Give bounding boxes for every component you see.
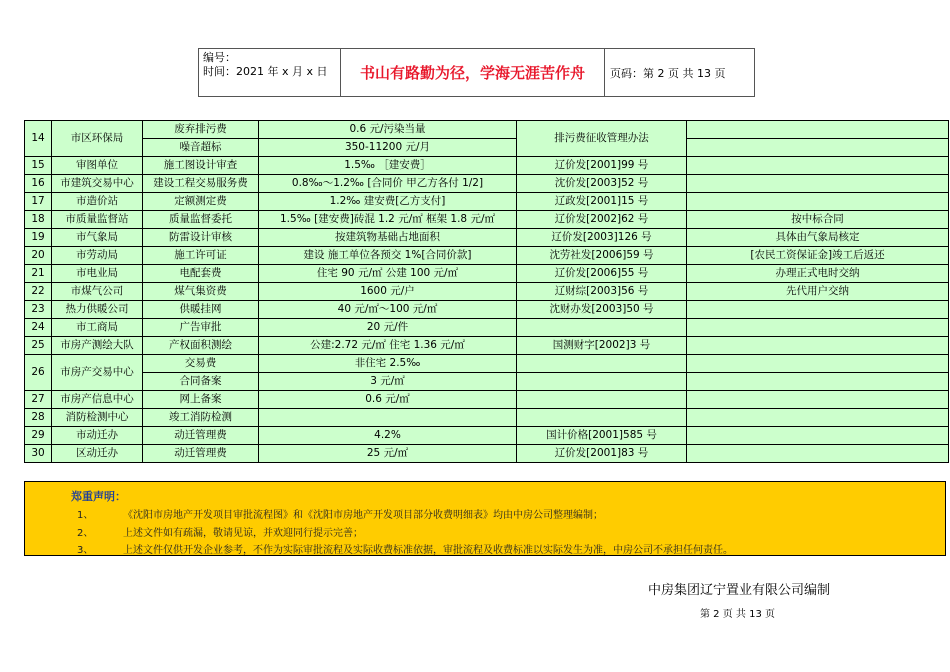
row-item: 施工图设计审查 bbox=[143, 157, 259, 175]
header-meta bbox=[199, 49, 341, 96]
row-note bbox=[687, 409, 949, 427]
row-standard: 1600 元/户 bbox=[259, 283, 517, 301]
row-org: 市房产信息中心 bbox=[52, 391, 143, 409]
footer-company: 中房集团辽宁置业有限公司编制 bbox=[648, 583, 831, 598]
row-item: 交易费 bbox=[143, 355, 259, 373]
row-basis: 排污费征收管理办法 bbox=[517, 121, 687, 157]
row-standard bbox=[259, 409, 517, 427]
row-note bbox=[687, 139, 949, 157]
row-no: 25 bbox=[25, 337, 52, 355]
row-standard: 40 元/㎡～100 元/㎡ bbox=[259, 301, 517, 319]
row-item: 施工许可证 bbox=[143, 247, 259, 265]
table-row bbox=[25, 373, 949, 391]
row-basis bbox=[517, 373, 687, 391]
row-note bbox=[687, 121, 949, 139]
table-row bbox=[25, 265, 949, 283]
row-org: 市气象局 bbox=[52, 229, 143, 247]
row-org: 市区环保局 bbox=[52, 121, 143, 157]
disclaimer-num: 2、 bbox=[77, 528, 94, 539]
disclaimer-line bbox=[77, 541, 733, 556]
row-item: 煤气集资费 bbox=[143, 283, 259, 301]
row-standard: 公建:2.72 元/㎡ 住宅 1.36 元/㎡ bbox=[259, 337, 517, 355]
table-row bbox=[25, 211, 949, 229]
row-org: 市电业局 bbox=[52, 265, 143, 283]
row-no: 15 bbox=[25, 157, 52, 175]
row-no: 23 bbox=[25, 301, 52, 319]
row-org: 消防检测中心 bbox=[52, 409, 143, 427]
row-standard: 25 元/㎡ bbox=[259, 445, 517, 463]
row-note bbox=[687, 373, 949, 391]
row-basis: 国测财字[2002]3 号 bbox=[517, 337, 687, 355]
table-row bbox=[25, 427, 949, 445]
row-no: 21 bbox=[25, 265, 52, 283]
row-no: 18 bbox=[25, 211, 52, 229]
row-note bbox=[687, 445, 949, 463]
row-org: 市造价站 bbox=[52, 193, 143, 211]
row-note bbox=[687, 427, 949, 445]
row-standard: 20 元/件 bbox=[259, 319, 517, 337]
row-note bbox=[687, 301, 949, 319]
row-no: 27 bbox=[25, 391, 52, 409]
row-basis bbox=[517, 409, 687, 427]
disclaimer-text: 上述文件仅供开发企业参考，不作为实际审批流程及实际收费标准依据，审批流程及收费标准以实际发生为准，中房公司不承担任何责任。 bbox=[123, 545, 733, 556]
row-basis: 沈价发[2003]52 号 bbox=[517, 175, 687, 193]
row-standard: 住宅 90 元/㎡ 公建 100 元/㎡ bbox=[259, 265, 517, 283]
table-row bbox=[25, 139, 949, 157]
row-org: 市房产交易中心 bbox=[52, 355, 143, 391]
disclaimer-line bbox=[77, 506, 603, 521]
row-org: 市建筑交易中心 bbox=[52, 175, 143, 193]
row-standard: 建设 施工单位各预交 1%[合同价款] bbox=[259, 247, 517, 265]
row-basis: 辽价发[2006]55 号 bbox=[517, 265, 687, 283]
row-note: [农民工资保证金]竣工后返还 bbox=[687, 247, 949, 265]
row-org: 市动迁办 bbox=[52, 427, 143, 445]
row-standard: 0.6 元/㎡ bbox=[259, 391, 517, 409]
row-standard: 1.2‰ 建安费[乙方支付] bbox=[259, 193, 517, 211]
row-no: 19 bbox=[25, 229, 52, 247]
row-org: 市房产测绘大队 bbox=[52, 337, 143, 355]
row-basis: 辽价发[2003]126 号 bbox=[517, 229, 687, 247]
row-item: 广告审批 bbox=[143, 319, 259, 337]
disclaimer-text: 《沈阳市房地产开发项目审批流程图》和《沈阳市房地产开发项目部分收费明细表》均由中房公司整理编制； bbox=[123, 510, 603, 521]
row-item: 动迁管理费 bbox=[143, 445, 259, 463]
table-row bbox=[25, 337, 949, 355]
date-label: 时间：2021 年 x 月 x 日 bbox=[203, 65, 328, 78]
disclaimer-num: 1、 bbox=[77, 510, 94, 521]
row-no: 28 bbox=[25, 409, 52, 427]
row-basis: 辽价发[2001]99 号 bbox=[517, 157, 687, 175]
table-row bbox=[25, 175, 949, 193]
motto: 书山有路勤为径，学海无涯苦作舟 bbox=[341, 49, 605, 96]
disclaimer-line bbox=[77, 524, 363, 539]
row-basis bbox=[517, 391, 687, 409]
table-row bbox=[25, 409, 949, 427]
row-basis bbox=[517, 355, 687, 373]
page-label: 页码：第 2 页 共 13 页 bbox=[610, 66, 726, 80]
row-item: 产权面积测绘 bbox=[143, 337, 259, 355]
row-note bbox=[687, 391, 949, 409]
row-note: 具体由气象局核定 bbox=[687, 229, 949, 247]
row-org: 热力供暖公司 bbox=[52, 301, 143, 319]
row-no: 17 bbox=[25, 193, 52, 211]
row-basis: 辽价发[2001]83 号 bbox=[517, 445, 687, 463]
disclaimer-box bbox=[24, 481, 946, 556]
row-standard: 1.5‰ [建安费]砖混 1.2 元/㎡ 框架 1.8 元/㎡ bbox=[259, 211, 517, 229]
row-basis: 国计价格[2001]585 号 bbox=[517, 427, 687, 445]
row-org: 市质量监督站 bbox=[52, 211, 143, 229]
table-row bbox=[25, 391, 949, 409]
row-no: 20 bbox=[25, 247, 52, 265]
row-item: 合同备案 bbox=[143, 373, 259, 391]
row-no: 16 bbox=[25, 175, 52, 193]
row-no: 30 bbox=[25, 445, 52, 463]
row-org: 区动迁办 bbox=[52, 445, 143, 463]
row-standard: 350-11200 元/月 bbox=[259, 139, 517, 157]
fee-table bbox=[24, 120, 949, 463]
row-item: 定额测定费 bbox=[143, 193, 259, 211]
row-standard: 1.5‰ ［建安费］ bbox=[259, 157, 517, 175]
row-note: 办理正式电时交纳 bbox=[687, 265, 949, 283]
row-basis: 沈财办发[2003]50 号 bbox=[517, 301, 687, 319]
row-org: 市煤气公司 bbox=[52, 283, 143, 301]
row-item: 竣工消防检测 bbox=[143, 409, 259, 427]
row-no: 24 bbox=[25, 319, 52, 337]
row-item: 供暖挂网 bbox=[143, 301, 259, 319]
row-standard: 0.6 元/污染当量 bbox=[259, 121, 517, 139]
row-item: 电配套费 bbox=[143, 265, 259, 283]
table-row bbox=[25, 229, 949, 247]
row-no: 29 bbox=[25, 427, 52, 445]
row-item: 动迁管理费 bbox=[143, 427, 259, 445]
table-row bbox=[25, 193, 949, 211]
disclaimer-title: 郑重声明： bbox=[71, 490, 126, 503]
row-note bbox=[687, 319, 949, 337]
table-row bbox=[25, 355, 949, 373]
table-row bbox=[25, 283, 949, 301]
row-basis: 沈劳社发[2006]59 号 bbox=[517, 247, 687, 265]
row-no: 14 bbox=[25, 121, 52, 157]
row-note bbox=[687, 355, 949, 373]
row-basis: 辽政发[2001]15 号 bbox=[517, 193, 687, 211]
page-header bbox=[198, 48, 755, 97]
row-basis bbox=[517, 319, 687, 337]
row-note: 按中标合同 bbox=[687, 211, 949, 229]
row-standard: 非住宅 2.5‰ bbox=[259, 355, 517, 373]
table-row bbox=[25, 121, 949, 139]
row-standard: 4.2% bbox=[259, 427, 517, 445]
row-basis: 辽价发[2002]62 号 bbox=[517, 211, 687, 229]
table-row bbox=[25, 319, 949, 337]
row-item: 噪音超标 bbox=[143, 139, 259, 157]
row-standard: 3 元/㎡ bbox=[259, 373, 517, 391]
row-no: 26 bbox=[25, 355, 52, 391]
row-note bbox=[687, 337, 949, 355]
row-note bbox=[687, 193, 949, 211]
disclaimer-text: 上述文件如有疏漏，敬请见谅，并欢迎同行提示完善； bbox=[123, 528, 363, 539]
row-item: 建设工程交易服务费 bbox=[143, 175, 259, 193]
row-note: 先代用户交纳 bbox=[687, 283, 949, 301]
row-item: 防雷设计审核 bbox=[143, 229, 259, 247]
row-org: 审图单位 bbox=[52, 157, 143, 175]
table-row bbox=[25, 247, 949, 265]
table-row bbox=[25, 301, 949, 319]
row-note bbox=[687, 175, 949, 193]
serial-label: 编号： bbox=[203, 51, 236, 64]
row-no: 22 bbox=[25, 283, 52, 301]
row-standard: 按建筑物基础占地面积 bbox=[259, 229, 517, 247]
footer-page-number: 第 2 页 共 13 页 bbox=[700, 609, 775, 620]
table-row bbox=[25, 445, 949, 463]
row-item: 废弃排污费 bbox=[143, 121, 259, 139]
row-basis: 辽财综[2003]56 号 bbox=[517, 283, 687, 301]
row-org: 市劳动局 bbox=[52, 247, 143, 265]
disclaimer-num: 3、 bbox=[77, 545, 94, 556]
row-org: 市工商局 bbox=[52, 319, 143, 337]
row-item: 质量监督委托 bbox=[143, 211, 259, 229]
row-note bbox=[687, 157, 949, 175]
table-row bbox=[25, 157, 949, 175]
row-standard: 0.8‰～1.2‰ [合同价 甲乙方各付 1/2] bbox=[259, 175, 517, 193]
row-item: 网上备案 bbox=[143, 391, 259, 409]
